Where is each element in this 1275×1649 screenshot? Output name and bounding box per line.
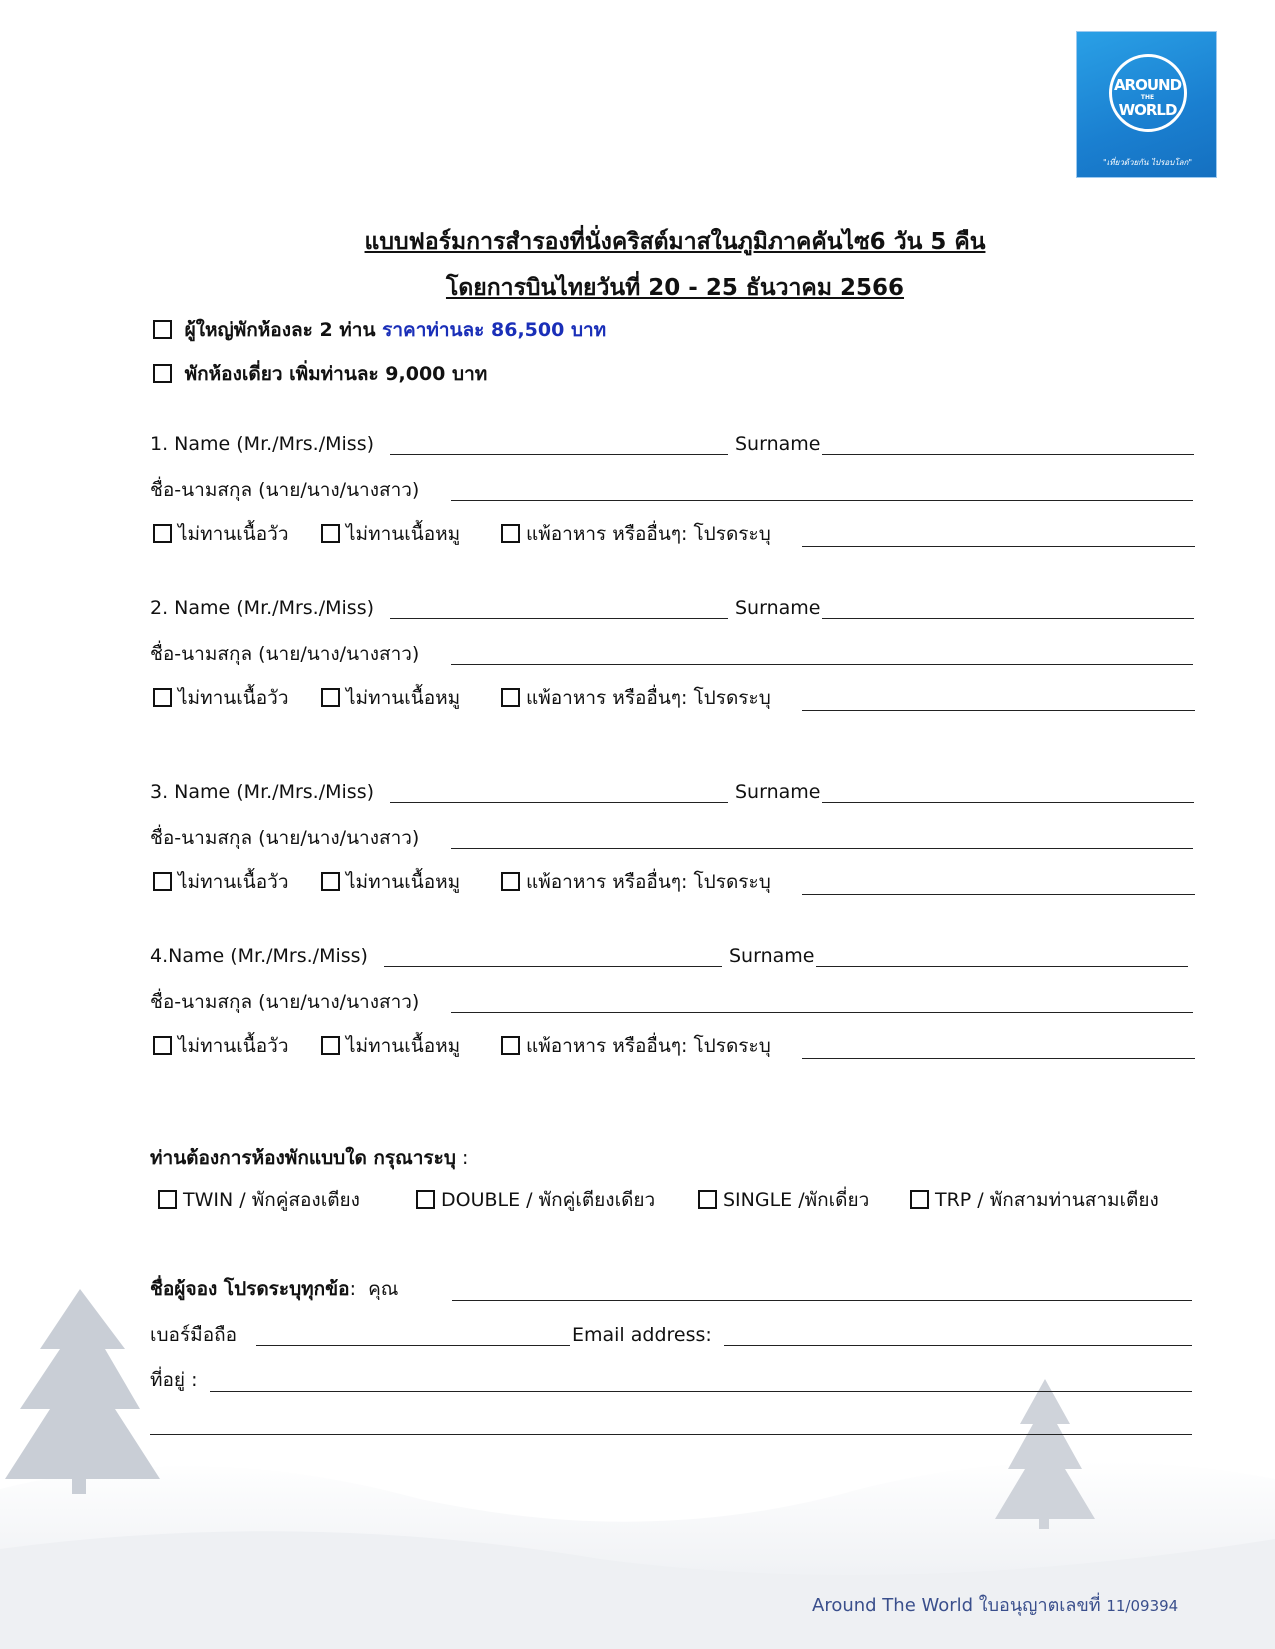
traveler-4-no-beef-checkbox[interactable] — [153, 1036, 172, 1055]
adult-rate-checkbox[interactable] — [153, 320, 172, 339]
traveler-1-surname-label: Surname — [735, 433, 821, 455]
traveler-4-no-pork-option[interactable] — [321, 1034, 460, 1058]
traveler-2-allergy-field[interactable] — [802, 710, 1195, 711]
traveler-1-surname-field[interactable] — [822, 454, 1194, 455]
logo-text-the: THE — [1140, 94, 1155, 101]
room-option-trp[interactable] — [910, 1188, 1159, 1212]
adult-rate-price: ราคาท่านละ 86,500 บาท — [382, 319, 607, 341]
room-trp-label: TRP / พักสามท่านสามเตียง — [935, 1189, 1159, 1211]
traveler-1-no-pork-checkbox[interactable] — [321, 524, 340, 543]
traveler-2-no-pork-label: ไม่ทานเนื้อหมู — [346, 687, 461, 709]
traveler-1-allergy-checkbox[interactable] — [501, 524, 520, 543]
traveler-3-surname-label: Surname — [735, 781, 821, 803]
traveler-4-name-field[interactable] — [384, 966, 722, 967]
traveler-3-no-pork-checkbox[interactable] — [321, 872, 340, 891]
single-supplement-label: พักห้องเดี่ยว เพิ่มท่านละ 9,000 บาท — [184, 363, 488, 385]
logo-tagline: "เที่ยวด้วยกัน ไปรอบโลก" — [1102, 158, 1193, 167]
traveler-3-allergy-checkbox[interactable] — [501, 872, 520, 891]
form-subtitle: โดยการบินไทยวันที่ 20 - 25 ธันวาคม 2566 — [445, 275, 905, 301]
traveler-1-no-beef-label: ไม่ทานเนื้อวัว — [178, 523, 289, 545]
room-option-single[interactable] — [698, 1188, 869, 1212]
booker-email-label: Email address: — [572, 1324, 712, 1346]
traveler-2-allergy-label: แพ้อาหาร หรืออื่นๆ: โปรดระบุ — [526, 687, 771, 709]
room-type-question-label: ท่านต้องการห้องพักแบบใด กรุณาระบุ — [150, 1147, 456, 1169]
room-trp-checkbox[interactable] — [910, 1190, 929, 1209]
traveler-2-thai-name-field[interactable] — [451, 664, 1193, 665]
footer-license-number: 11/09394 — [1106, 1597, 1179, 1615]
traveler-4-thai-name-field[interactable] — [451, 1012, 1193, 1013]
booker-address-label: ที่อยู่ : — [150, 1369, 198, 1391]
room-single-label: SINGLE /พักเดี่ยว — [723, 1189, 870, 1211]
traveler-4-thai-name-label: ชื่อ-นามสกุล (นาย/นาง/นางสาว) — [150, 991, 420, 1013]
booker-label: ชื่อผู้จอง โปรดระบุทุกข้อ — [150, 1278, 350, 1300]
traveler-4-allergy-label: แพ้อาหาร หรืออื่นๆ: โปรดระบุ — [526, 1035, 771, 1057]
room-type-question-colon: : — [455, 1147, 469, 1169]
traveler-3-allergy-field[interactable] — [802, 894, 1195, 895]
booker-address-field[interactable] — [210, 1391, 1192, 1392]
booker-phone-field[interactable] — [256, 1345, 570, 1346]
traveler-1-name-label: 1. Name (Mr./Mrs./Miss) — [150, 433, 375, 455]
traveler-4-no-beef-label: ไม่ทานเนื้อวัว — [178, 1035, 289, 1057]
traveler-3-no-pork-option[interactable] — [321, 870, 460, 894]
room-double-checkbox[interactable] — [416, 1190, 435, 1209]
room-double-label: DOUBLE / พักคู่เตียงเดียว — [441, 1189, 656, 1211]
logo-text-around: AROUND — [1113, 76, 1182, 94]
room-option-twin[interactable] — [158, 1188, 360, 1212]
booker-name-field[interactable] — [452, 1300, 1192, 1301]
traveler-2-name-field[interactable] — [390, 618, 728, 619]
around-the-world-logo — [1076, 31, 1217, 178]
traveler-3-name-field[interactable] — [390, 802, 728, 803]
traveler-3-allergy-label: แพ้อาหาร หรืออื่นๆ: โปรดระบุ — [526, 871, 771, 893]
single-supplement-option — [153, 362, 487, 386]
footer-brand: Around The World — [812, 1595, 974, 1616]
traveler-1-no-beef-checkbox[interactable] — [153, 524, 172, 543]
traveler-2-name-label: 2. Name (Mr./Mrs./Miss) — [150, 597, 375, 619]
room-type-question — [150, 1146, 468, 1170]
traveler-1-no-beef-option[interactable] — [153, 522, 289, 546]
footer-license — [812, 1590, 1178, 1619]
traveler-2-no-beef-label: ไม่ทานเนื้อวัว — [178, 687, 289, 709]
traveler-1-thai-name-label: ชื่อ-นามสกุล (นาย/นาง/นางสาว) — [150, 479, 420, 501]
traveler-4-no-pork-label: ไม่ทานเนื้อหมู — [346, 1035, 461, 1057]
traveler-3-no-beef-option[interactable] — [153, 870, 289, 894]
traveler-4-no-pork-checkbox[interactable] — [321, 1036, 340, 1055]
adult-rate-label: ผู้ใหญ่พักห้องละ 2 ท่าน — [184, 319, 376, 341]
traveler-1-allergy-option[interactable] — [501, 522, 771, 546]
traveler-4-name-label: 4.Name (Mr./Mrs./Miss) — [150, 945, 368, 967]
single-supplement-checkbox[interactable] — [153, 364, 172, 383]
traveler-2-no-pork-option[interactable] — [321, 686, 460, 710]
traveler-1-no-pork-label: ไม่ทานเนื้อหมู — [346, 523, 461, 545]
traveler-4-allergy-checkbox[interactable] — [501, 1036, 520, 1055]
traveler-1-allergy-field[interactable] — [802, 546, 1195, 547]
traveler-4-surname-field[interactable] — [816, 966, 1188, 967]
traveler-1-thai-name-field[interactable] — [451, 500, 1193, 501]
traveler-2-surname-label: Surname — [735, 597, 821, 619]
booker-email-field[interactable] — [724, 1345, 1192, 1346]
traveler-2-thai-name-label: ชื่อ-นามสกุล (นาย/นาง/นางสาว) — [150, 643, 420, 665]
traveler-3-name-label: 3. Name (Mr./Mrs./Miss) — [150, 781, 375, 803]
form-title: แบบฟอร์มการสำรองที่นั่งคริสต์มาสในภูมิภาคคันไซ6 วัน 5 คืน — [364, 229, 986, 255]
booker-title-label: คุณ — [368, 1278, 399, 1300]
adult-rate-option — [153, 318, 606, 342]
traveler-3-thai-name-label: ชื่อ-นามสกุล (นาย/นาง/นางสาว) — [150, 827, 420, 849]
traveler-2-allergy-checkbox[interactable] — [501, 688, 520, 707]
traveler-3-no-pork-label: ไม่ทานเนื้อหมู — [346, 871, 461, 893]
traveler-2-no-beef-checkbox[interactable] — [153, 688, 172, 707]
logo-text-world: WORLD — [1118, 101, 1177, 119]
traveler-2-no-beef-option[interactable] — [153, 686, 289, 710]
footer-license-label: ใบอนุญาตเลขที่ — [973, 1595, 1107, 1616]
traveler-4-allergy-field[interactable] — [802, 1058, 1195, 1059]
traveler-1-name-field[interactable] — [390, 454, 728, 455]
traveler-4-surname-label: Surname — [729, 945, 815, 967]
traveler-3-no-beef-checkbox[interactable] — [153, 872, 172, 891]
traveler-3-no-beef-label: ไม่ทานเนื้อวัว — [178, 871, 289, 893]
traveler-3-surname-field[interactable] — [822, 802, 1194, 803]
booker-address-field-2[interactable] — [150, 1434, 1192, 1435]
traveler-2-allergy-option[interactable] — [501, 686, 771, 710]
traveler-2-surname-field[interactable] — [822, 618, 1194, 619]
room-single-checkbox[interactable] — [698, 1190, 717, 1209]
traveler-4-allergy-option[interactable] — [501, 1034, 771, 1058]
room-twin-label: TWIN / พักคู่สองเตียง — [183, 1189, 360, 1211]
traveler-3-allergy-option[interactable] — [501, 870, 771, 894]
traveler-2-no-pork-checkbox[interactable] — [321, 688, 340, 707]
booker-phone-label: เบอร์มือถือ — [150, 1324, 238, 1346]
room-option-double[interactable] — [416, 1188, 655, 1212]
traveler-1-allergy-label: แพ้อาหาร หรืออื่นๆ: โปรดระบุ — [526, 523, 771, 545]
room-twin-checkbox[interactable] — [158, 1190, 177, 1209]
traveler-3-thai-name-field[interactable] — [451, 848, 1193, 849]
booker-name-row — [150, 1277, 398, 1301]
traveler-4-no-beef-option[interactable] — [153, 1034, 289, 1058]
traveler-1-no-pork-option[interactable] — [321, 522, 460, 546]
booker-label-colon: : — [349, 1278, 356, 1300]
